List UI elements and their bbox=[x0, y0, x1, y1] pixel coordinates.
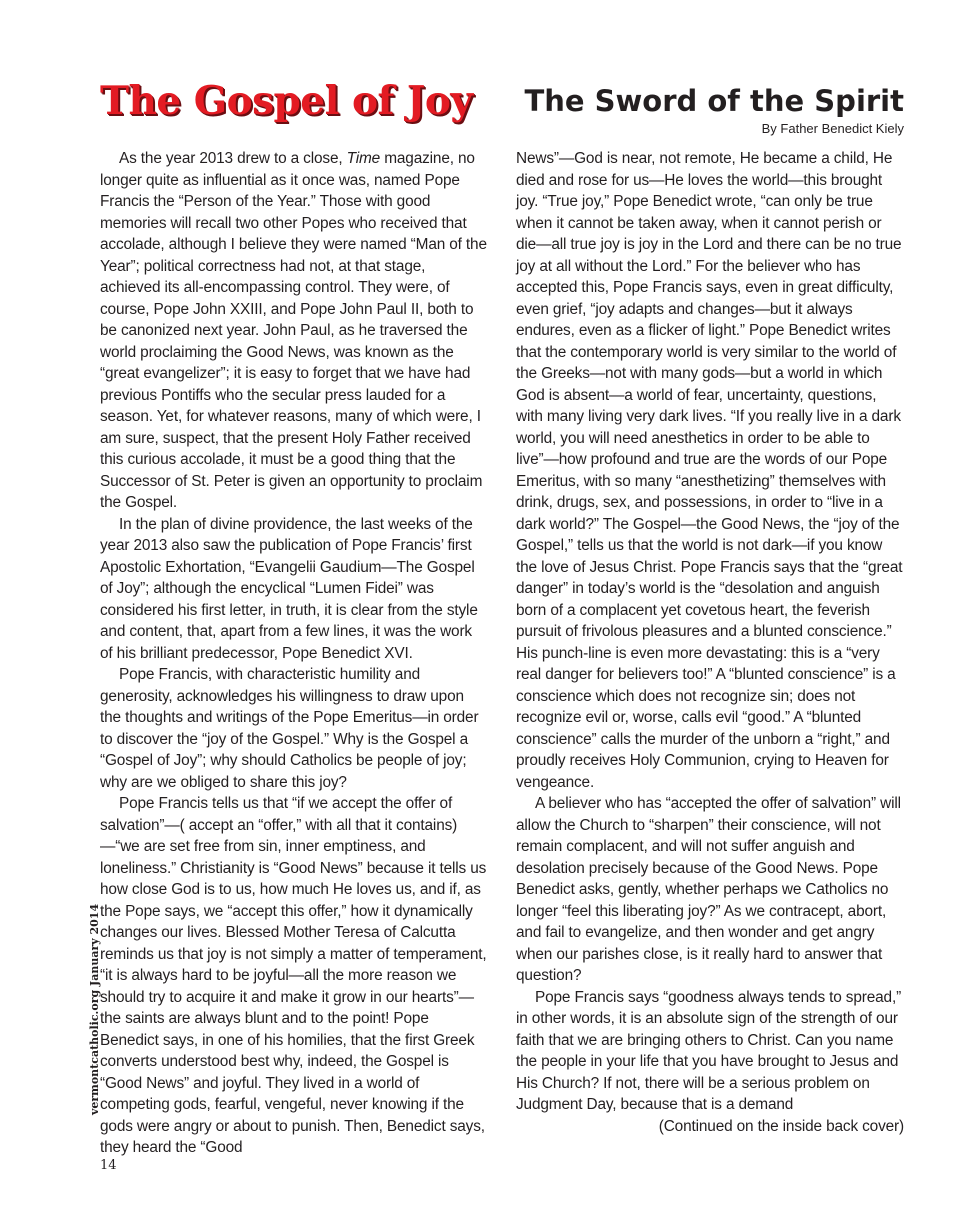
paragraph-text: As the year 2013 drew to a close, bbox=[119, 150, 347, 167]
left-column bbox=[100, 148, 488, 1159]
page-number: 14 bbox=[100, 1158, 117, 1173]
paragraph: Pope Francis, with characteristic humility and generosity, acknowledges his willingness to draw upon the thoughts and writings of the Pope Emeritus—in order to discover the “joy of the Gospel.” Why is the Gospel a “Gospel of Joy”; why should Catholics be people of joy; why are we obliged to share this joy? bbox=[100, 666, 479, 791]
paragraph: Pope Francis says “goodness always tends to spread,” in other words, it is an absolute sign of the strength of our faith that we are bringing others to Christ. Can you name the people in your life that you have brought to Jesus and His Church? If not, there will be a serious problem on Judgment Day, because that is a demand bbox=[516, 988, 902, 1113]
paragraph-text: magazine, no longer quite as influential as it once was, named Pope Francis the “Person of the Year.” Those with good memories will recall two other Popes who received that accolade, although I believe they were named “Man of the Year”; political correctness had not, at that stage, achieved its all-encompassing control. They were, of course, Pope John XXIII, and Pope John Paul II, both to be canonized next year. John Paul, as he traversed the world proclaiming the Good News, was known as the “great evangelizer”; it is easy to forget that we have had previous Pontiffs who the secular press lauded for a season. Yet, for whatever reasons, many of which were, I am sure, suspect, that the present Holy Father received this curious accolade, it must be a good thing that the Successor of St. Peter is given an opportunity to proclaim the Gospel. bbox=[100, 150, 487, 511]
paragraph: In the plan of divine providence, the last weeks of the year 2013 also saw the publication of Pope Francis’ first Apostolic Exhortation, “Evangelii Gaudium—The Gospel of Joy”; although the encyclical “Lumen Fidei” was considered his first letter, in truth, it is clear from the style and content, that, apart from a few lines, it was the work of his brilliant predecessor, Pope Benedict XVI. bbox=[100, 515, 478, 662]
paragraph: Pope Francis tells us that “if we accept the offer of salvation”—( accept an “offer,” with all that it contains)—“we are set free from sin, inner emptiness, and loneliness.” Christianity is “Good News” because it tells us how close God is to us, how much He loves us, and if, as the Pope says, we “accept this offer,” how it dynamically changes our lives. Blessed Mother Teresa of Calcutta reminds us that joy is not simply a matter of temperament, “it is always hard to be joyful—all the more reason we should try to acquire it and make it grow in our hearts”—the saints are always blunt and to the point! Pope Benedict says, in one of his homilies, that the first Greek converts understood best why, indeed, the Gospel is “Good News” and joyful. They lived in a world of competing gods, fearful, vengeful, never knowing if the gods were angry or about to punish. Then, Benedict says, they heard the “Good bbox=[100, 795, 487, 1156]
paragraph: News”—God is near, not remote, He became a child, He died and rose for us—He loves the world—this brought joy. “True joy,” Pope Benedict wrote, “can only be true when it cannot be taken away, when it cannot perish or die—all true joy is joy in the Lord and there can be no true joy at all without the Lord.” For the believer who has accepted this, Pope Francis says, even in great difficulty, even grief, “joy adapts and changes—but it always endures, even as a flicker of light.” Pope Benedict writes that the contemporary world is very similar to the world of the Greeks—not with many gods—but a world in which God is absent—a world of fear, uncertainty, questions, with many living very dark lives. “If you really live in a dark world, you will need anesthetics in order to be able to live”—how profound and true are the words of our Pope Emeritus, with so many “anesthetizing” themselves with drink, drugs, sex, and possessions, in order to “live in a dark world?” The Gospel—the Good News, the “joy of the Gospel,” tells us that the world is not dark—if you know the love of Jesus Christ. Pope Francis says that the “great danger” in today’s world is the “desolation and anguish born of a complacent yet covetous heart, the feverish pursuit of frivolous pleasures and a blunted conscience.” His punch-line is even more devastating: this is a “very real danger for believers too!” A “blunted conscience” is a conscience which does not recognize sin; does not recognize evil or, worse, calls evil “good.” A “blunted conscience” calls the murder of the unborn a “right,” and proudly receives Holy Communion, crying to Heaven for vengeance. bbox=[516, 150, 903, 791]
article-headline: The Gospel of Joy bbox=[100, 78, 473, 124]
paragraph: A believer who has “accepted the offer of salvation” will allow the Church to “sharpen” their conscience, will not remain complacent, and will not suffer anguish and desolation precisely because of the Good News. Pope Benedict asks, gently, whether perhaps we Catholics no longer “feel this liberating joy?” As we contracept, abort, and fail to evangelize, and then wonder and get angry when our parishes close, is it really hard to answer that question? bbox=[516, 795, 901, 984]
paragraph bbox=[100, 148, 488, 514]
magazine-name: Time bbox=[346, 150, 381, 167]
byline: By Father Benedict Kiely bbox=[761, 121, 904, 136]
side-folio: vermontcatholic.org January 2014 bbox=[88, 903, 101, 1115]
continued-note: (Continued on the inside back cover) bbox=[658, 1117, 904, 1135]
column-title: The Sword of the Spirit bbox=[524, 84, 904, 118]
right-column bbox=[516, 148, 904, 1137]
